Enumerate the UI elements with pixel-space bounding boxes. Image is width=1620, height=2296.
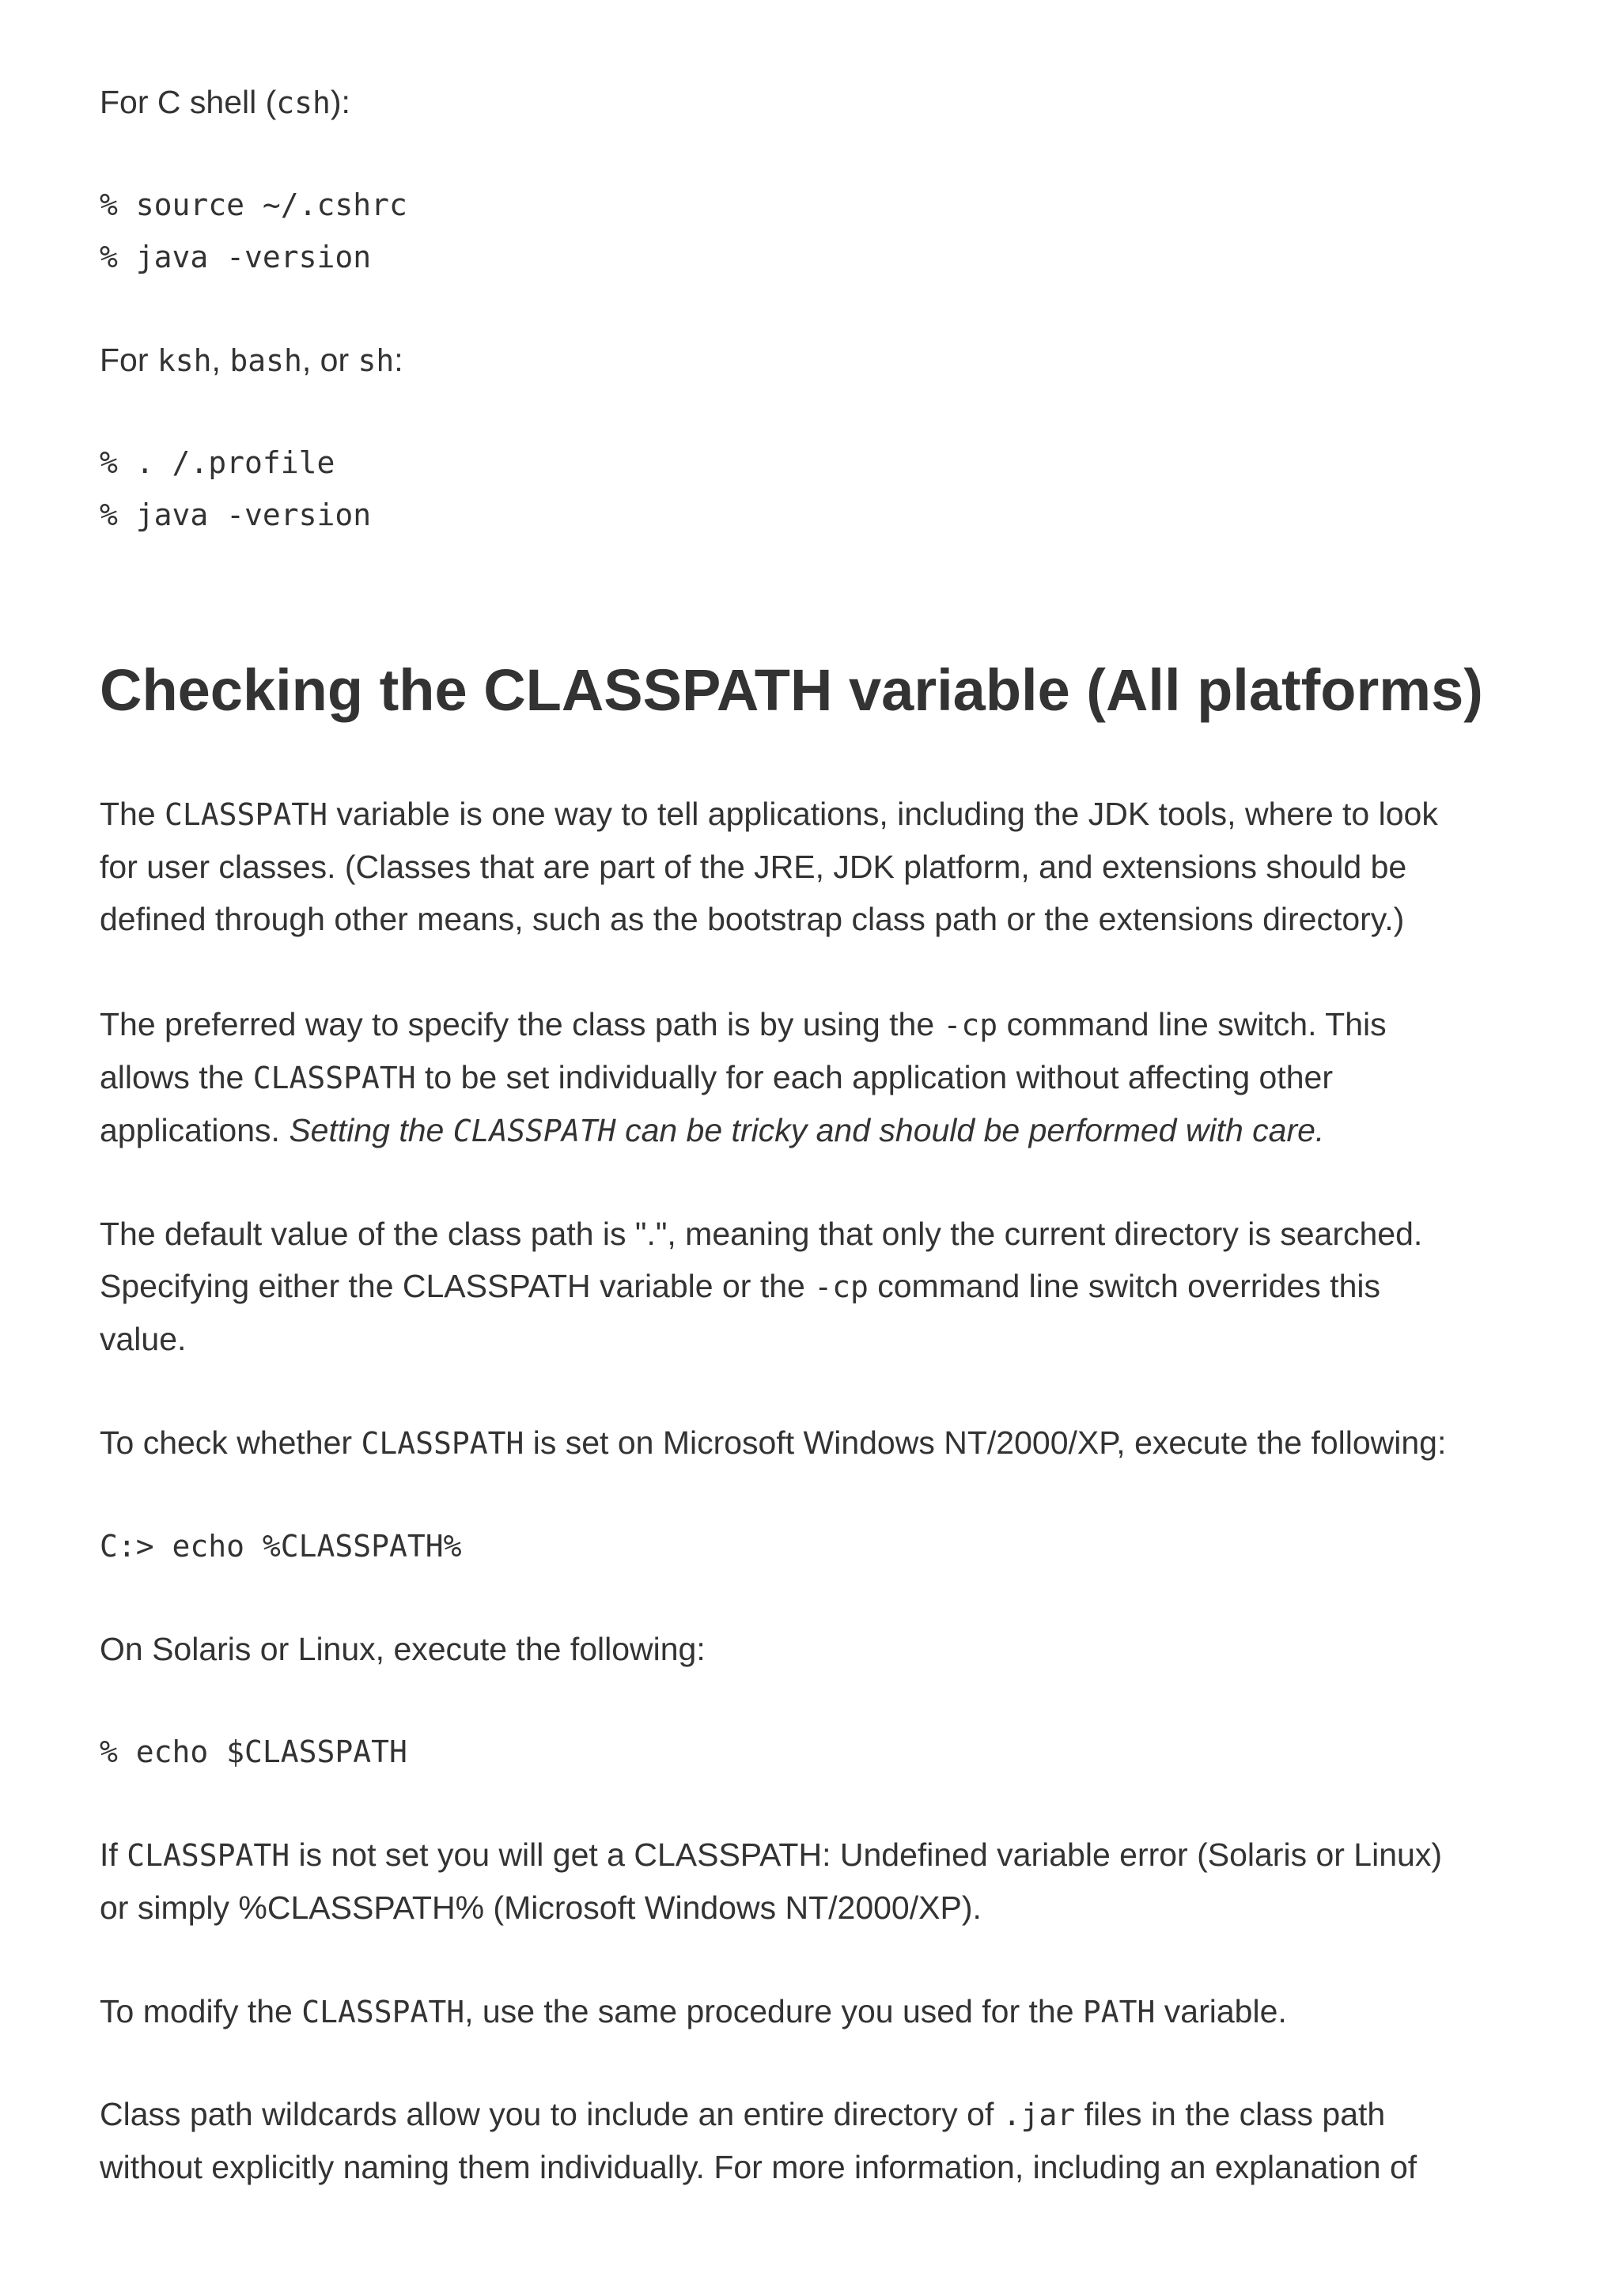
inline-code: csh <box>276 85 331 120</box>
preferred-way-paragraph: The preferred way to specify the class path is by using the -cp command line switch. This allows the CLASSPATH to be set individually for each application without affecting other applications. Setting the CLASSPATH can be tricky and should be performed with care. <box>100 1006 1387 1148</box>
inline-code: CLASSPATH <box>127 1838 290 1873</box>
inline-code: PATH <box>1082 1995 1156 2029</box>
sh-command-2: % java -version <box>100 497 372 532</box>
sh-command-1: % . /.profile <box>100 445 335 480</box>
inline-code: -cp <box>814 1269 869 1304</box>
undefined-variable-paragraph: If CLASSPATH is not set you will get a CLASSPATH: Undefined variable error (Solaris or Linux) or simply %CLASSPATH% (Microsoft Windows NT/2000/XP). <box>100 1836 1442 1926</box>
windows-command: C:> echo %CLASSPATH% <box>100 1529 462 1564</box>
inline-code: CLASSPATH <box>165 797 327 832</box>
sh-intro: For ksh, bash, or sh: <box>100 342 403 378</box>
inline-code: CLASSPATH <box>252 1061 416 1095</box>
caution-note: Setting the CLASSPATH can be tricky and should be performed with care. <box>289 1112 1325 1148</box>
csh-command-2: % java -version <box>100 240 372 274</box>
inline-code: CLASSPATH <box>301 1995 465 2029</box>
modify-classpath-paragraph: To modify the CLASSPATH, use the same procedure you used for the PATH variable. <box>100 1993 1287 2029</box>
unix-check-paragraph: On Solaris or Linux, execute the following: <box>100 1631 706 1667</box>
inline-code: -cp <box>943 1008 998 1042</box>
section-heading: Checking the CLASSPATH variable (All platforms) <box>100 657 1483 723</box>
default-value-paragraph: The default value of the class path is ".", meaning that only the current directory is searched. Specifying either the CLASSPATH variable or the -cp command line switch overrides this value. <box>100 1216 1423 1357</box>
inline-code: bash <box>229 343 302 378</box>
inline-code: ksh <box>157 343 212 378</box>
csh-intro: For C shell (csh): <box>100 84 350 120</box>
inline-code: sh <box>358 343 395 378</box>
wildcards-paragraph: Class path wildcards allow you to include an entire directory of .jar files in the class path without explicitly naming them individually. For more information, including an explanation of <box>100 2096 1418 2185</box>
windows-check-paragraph: To check whether CLASSPATH is set on Microsoft Windows NT/2000/XP, execute the following: <box>100 1424 1447 1461</box>
csh-command-1: % source ~/.cshrc <box>100 187 407 222</box>
classpath-intro-paragraph: The CLASSPATH variable is one way to tell applications, including the JDK tools, where to look for user classes. (Classes that are part of the JRE, JDK platform, and extensions should be defined through other means, such as the bootstrap class path or the extensions directory.) <box>100 796 1438 937</box>
inline-code: .jar <box>1002 2097 1076 2132</box>
unix-command: % echo $CLASSPATH <box>100 1734 407 1769</box>
inline-code: CLASSPATH <box>361 1426 524 1461</box>
